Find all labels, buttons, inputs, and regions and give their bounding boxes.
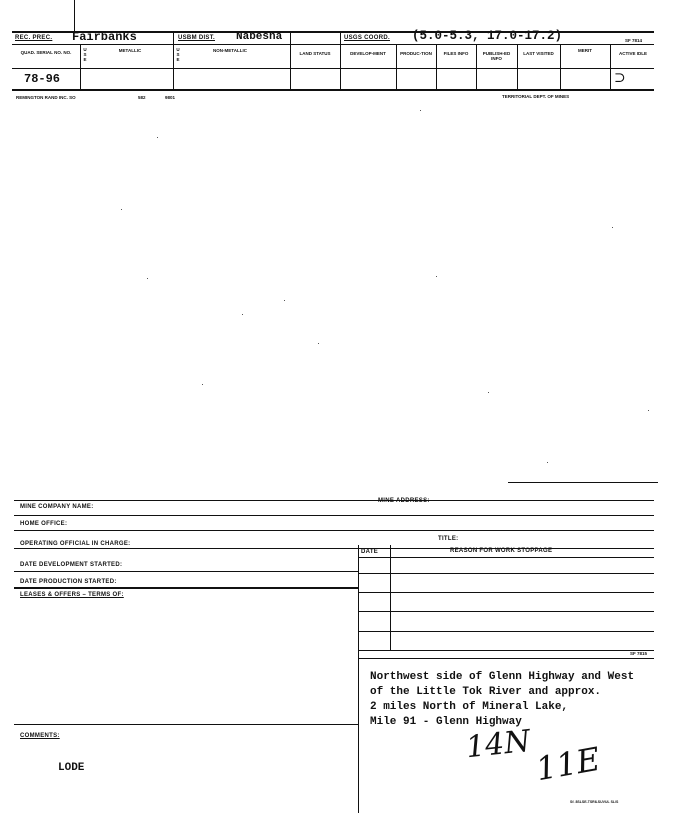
date-development-label: DATE DEVELOPMENT STARTED: — [20, 562, 123, 568]
development-header: DEVELOP-MENT — [350, 51, 386, 56]
top-rule — [74, 0, 75, 32]
col-divider — [610, 44, 611, 90]
rule — [14, 587, 358, 589]
location-line: 2 miles North of Mineral Lake, — [370, 701, 569, 713]
date-column-header: DATE — [361, 549, 379, 555]
bottom-fine-print: Sf. 8SLSE-TSRILSUVUL SL/S — [570, 800, 619, 804]
header-mid-rule — [12, 44, 654, 45]
home-office-label: HOME OFFICE: — [20, 521, 68, 527]
rule — [14, 515, 654, 516]
quad-serial-value: 78-96 — [24, 72, 61, 86]
last-visited-header: LAST VISITED — [523, 51, 554, 56]
active-idle-header: ACTIVE IDLE — [618, 51, 647, 56]
location-line: of the Little Tok River and approx. — [370, 686, 602, 698]
col-divider — [517, 44, 518, 90]
col-divider — [173, 31, 174, 90]
col-divider — [436, 44, 437, 90]
stoppage-row — [358, 573, 654, 574]
usgs-coord-value: (5.0-5.3, 17.0-17.2) — [412, 29, 563, 43]
published-info-header: PUBLISH-ED INFO — [482, 51, 511, 61]
printer-credit: REMINGTON RAND INC. SO — [16, 95, 76, 100]
land-status-header: LAND STATUS — [299, 51, 331, 56]
stoppage-row — [358, 557, 654, 558]
header-bottom-rule — [12, 89, 654, 91]
location-line: Northwest side of Glenn Highway and West — [370, 671, 635, 683]
col-divider — [396, 44, 397, 90]
active-mark: ⊃ — [614, 70, 626, 86]
use-2-header: U S E — [176, 47, 180, 62]
center-divider — [358, 545, 359, 813]
location-description — [370, 670, 634, 730]
rec-prec-value: Fairbanks — [72, 30, 137, 44]
handwritten-township: 14N — [464, 723, 533, 766]
comments-value: LODE — [58, 762, 85, 774]
stoppage-row — [358, 592, 654, 593]
use-1-header: U S E — [83, 47, 87, 62]
col-divider — [290, 31, 291, 90]
header-row-rule — [12, 68, 654, 69]
rule — [14, 530, 654, 531]
title-label: TITLE: — [438, 536, 459, 542]
col-divider — [560, 44, 561, 90]
col-divider — [80, 44, 81, 90]
location-box-rule — [358, 658, 654, 659]
reason-column-header: REASON FOR WORK STOPPAGE — [450, 548, 553, 554]
col-divider — [340, 31, 341, 90]
usbm-dist-value: Nabesna — [236, 31, 283, 43]
production-header: PRODUC-TION — [400, 51, 432, 56]
form-code-2: 9801 — [165, 95, 176, 100]
mine-address-label: MINE ADDRESS: — [378, 498, 430, 504]
form-number-top: SF 7814 — [625, 38, 643, 43]
form-number-bottom: SF 7815 — [630, 651, 648, 656]
date-divider — [390, 545, 391, 650]
rec-prec-label: REC. PREC. — [15, 35, 53, 41]
stoppage-row — [358, 611, 654, 612]
files-info-header: FILES INFO — [443, 51, 469, 56]
stoppage-row — [358, 650, 654, 651]
comments-rule — [14, 724, 358, 725]
handwritten-range: 11E — [533, 739, 603, 789]
lower-top-rule — [14, 500, 654, 501]
location-line: Mile 91 - Glenn Highway — [370, 716, 522, 728]
comments-label: COMMENTS: — [20, 733, 60, 739]
mine-company-name-label: MINE COMPANY NAME: — [20, 504, 94, 510]
usbm-dist-label: USBM DIST. — [178, 35, 216, 41]
merit-header: MERIT — [578, 48, 592, 53]
date-production-label: DATE PRODUCTION STARTED: — [20, 579, 117, 585]
rule — [14, 548, 654, 549]
quad-serial-header: QUAD. SERIAL NO. NO. — [20, 50, 72, 55]
stoppage-row — [358, 631, 654, 632]
stray-mark — [508, 482, 658, 483]
rule — [14, 571, 358, 572]
metallic-header: METALLIC — [118, 48, 142, 53]
col-divider — [476, 44, 477, 90]
dept-label: TERRITORIAL DEPT. OF MINES — [502, 94, 570, 99]
leases-label: LEASES & OFFERS – TERMS OF: — [20, 592, 124, 598]
operating-official-label: OPERATING OFFICIAL IN CHARGE: — [20, 541, 131, 547]
usgs-coord-label: USGS COORD. — [344, 35, 390, 41]
non-metallic-header: NON-METALLIC — [213, 48, 247, 53]
form-code-1: 582 — [138, 95, 146, 100]
